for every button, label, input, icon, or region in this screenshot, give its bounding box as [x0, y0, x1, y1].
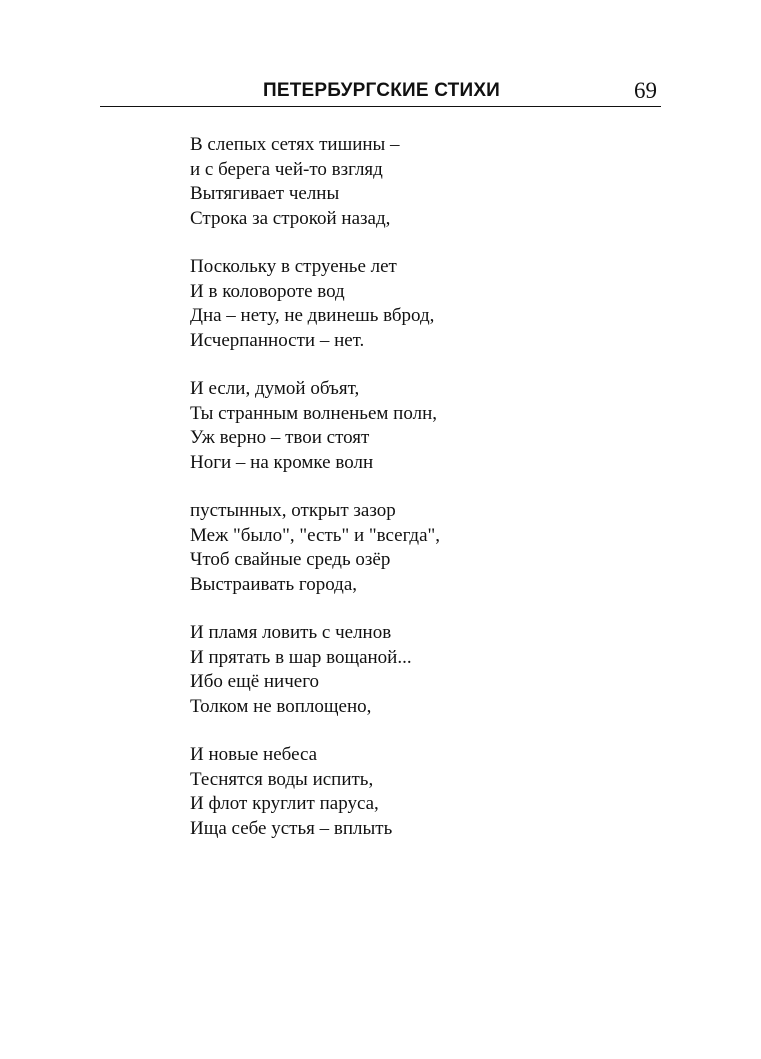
poem-line: Ища себе устья – вплыть — [190, 817, 393, 839]
running-header — [100, 78, 661, 107]
poem-line: Ты странным волненьем полн, — [190, 402, 437, 424]
poem-line: Вытягивает челны — [190, 183, 340, 204]
poem-line: Ноги – на кромке волн — [190, 451, 374, 473]
poem-line: И пламя ловить с челнов — [190, 622, 392, 643]
poem-line: Выстраивать города, — [190, 573, 358, 595]
poem-line: В слепых сетях тишины – — [190, 134, 400, 155]
poem-line: Теснятся воды испить, — [190, 768, 374, 790]
page-number: 69 — [634, 78, 657, 103]
poem-line: пустынных, открыт зазор — [190, 500, 396, 521]
running-title: ПЕТЕРБУРГСКИЕ СТИХИ — [263, 80, 501, 101]
stanza-5 — [190, 621, 620, 719]
stanza-6 — [190, 743, 620, 841]
poem-line: И прятать в шар вощаной... — [190, 646, 412, 668]
poem-line: и с берега чей-то взгляд — [190, 158, 383, 180]
poem-line: Уж верно – твои стоят — [190, 427, 370, 448]
stanza-2 — [190, 255, 620, 353]
poem — [190, 133, 620, 865]
poem-line: Дна – нету, не двинешь вброд, — [190, 305, 435, 326]
poem-line: Чтоб свайные средь озёр — [190, 549, 391, 570]
poem-line: Поскольку в струенье лет — [190, 256, 397, 277]
stanza-4 — [190, 499, 620, 597]
stanza-1 — [190, 133, 620, 231]
poem-line: И в коловороте вод — [190, 280, 345, 302]
poem-line: Меж "было", "есть" и "всегда", — [190, 524, 441, 546]
poem-line: И новые небеса — [190, 744, 318, 765]
poem-line: И если, думой объят, — [190, 378, 360, 399]
poem-line: Строка за строкой назад, — [190, 207, 391, 229]
poem-line: Исчерпанности – нет. — [190, 329, 365, 351]
stanza-3 — [190, 377, 620, 475]
poem-line: Ибо ещё ничего — [190, 671, 320, 692]
poem-line: Толком не воплощено, — [190, 695, 372, 717]
poem-line: И флот круглит паруса, — [190, 793, 379, 814]
